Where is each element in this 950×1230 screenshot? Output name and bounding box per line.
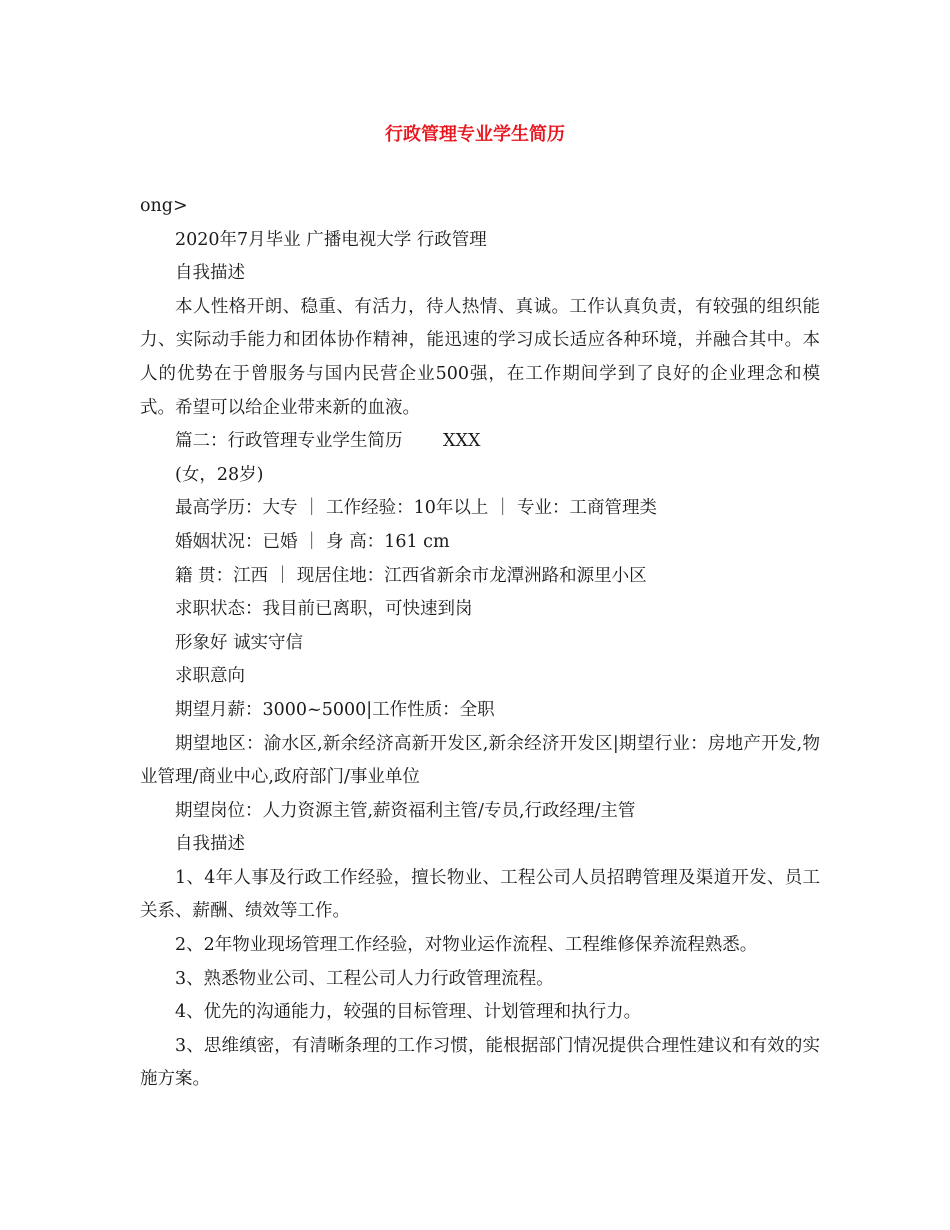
paragraph: 求职状态：我目前已离职，可快速到岗 [175,599,473,620]
paragraph: 形象好 诚实守信 [175,632,304,653]
paragraph: 期望月薪：3000~5000|工作性质：全职 [175,699,495,720]
paragraph: 籍 贯：江西 ｜ 现居住地：江西省新余市龙潭洲路和源里小区 [175,565,647,586]
document-body [140,190,820,1097]
paragraph: 2020年7月毕业 广播电视大学 行政管理 [175,229,487,250]
paragraph: 2、2年物业现场管理工作经验，对物业运作流程、工程维修保养流程熟悉。 [175,935,758,956]
paragraph: 婚姻状况：已婚 ｜ 身 高：161 cm [175,531,450,552]
paragraph: 篇二：行政管理专业学生简历 XXX [175,431,481,452]
paragraph: ong> [140,196,188,216]
paragraph: 自我描述 [175,263,245,284]
paragraph: 1、4年人事及行政工作经验，擅长物业、工程公司人员招聘管理及渠道开发、员工关系、薪酬、绩效等工作。 [140,867,820,922]
paragraph: 期望地区：渝水区,新余经济高新开发区,新余经济开发区|期望行业：房地产开发,物业管理/商业中心,政府部门/事业单位 [140,733,820,788]
document-title: 行政管理专业学生简历 [385,124,565,145]
paragraph: 3、思维缜密，有清晰条理的工作习惯，能根据部门情况提供合理性建议和有效的实施方案。 [140,1035,820,1090]
paragraph: 自我描述 [175,834,245,855]
paragraph: 本人性格开朗、稳重、有活力，待人热情、真诚。工作认真负责，有较强的组织能力、实际动手能力和团体协作精神，能迅速的学习成长适应各种环境，并融合其中。本人的优势在于曾服务与国内民营企业500强，在工作期间学到了良好的企业理念和模式。希望可以给企业带来新的血液。 [140,296,820,418]
paragraph: 3、熟悉物业公司、工程公司人力行政管理流程。 [175,968,554,989]
paragraph: 最高学历：大专 ｜ 工作经验：10年以上 ｜ 专业：工商管理类 [175,498,658,519]
paragraph: 期望岗位：人力资源主管,薪资福利主管/专员,行政经理/主管 [175,800,636,821]
paragraph: 4、优先的沟通能力，较强的目标管理、计划管理和执行力。 [175,1002,642,1023]
paragraph: (女，28岁) [175,464,264,485]
paragraph: 求职意向 [175,666,245,687]
